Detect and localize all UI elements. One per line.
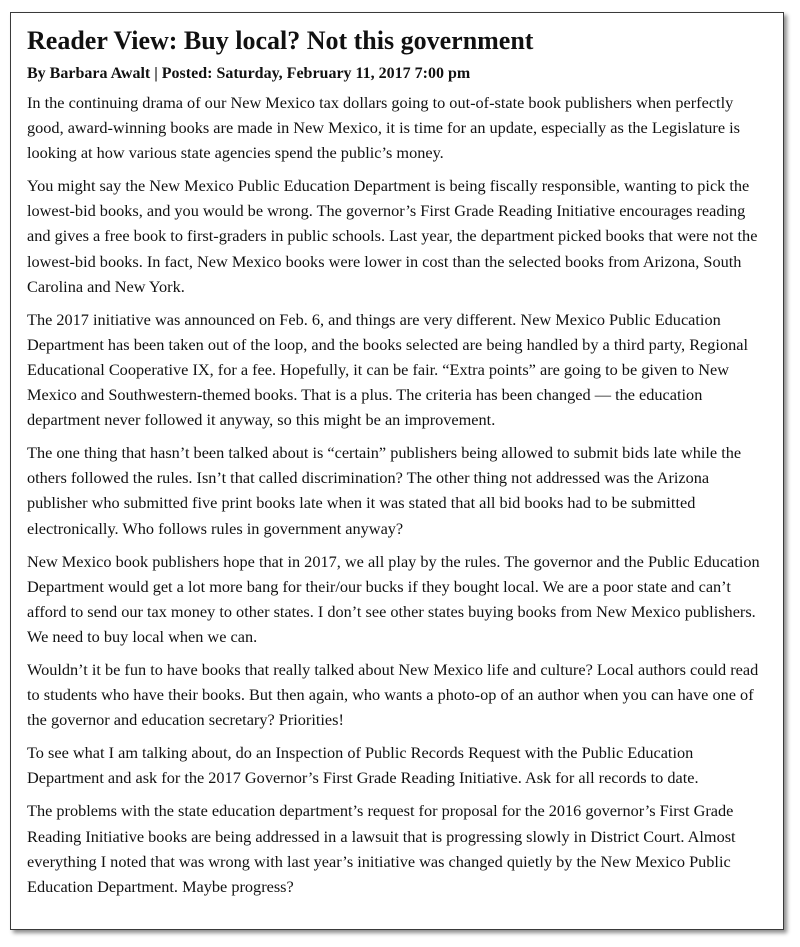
- article-paragraph: You might say the New Mexico Public Education Department is being fiscally responsible, wanting to pick the lowest-bid books, and you would be wrong. The governor’s First Grade Reading Initiative encourages reading and gives a free book to first-graders in public schools. Last year, the department picked books that were not the lowest-bid books. In fact, New Mexico books were lower in cost than the selected books from Arizona, South Carolina and New York.: [27, 176, 758, 296]
- article-paragraph: The one thing that hasn’t been talked about is “certain” publishers being allowed to submit bids late while the others followed the rules. Isn’t that called discrimination? The other thing not addressed was the Arizona publisher who submitted five print books late when it was stated that all bid books had to be submitted electronically. Who follows rules in government anyway?: [27, 443, 742, 538]
- article-title: Reader View: Buy local? Not this government: [27, 26, 534, 55]
- article-paragraph: The 2017 initiative was announced on Feb. 6, and things are very different. New Mexico Public Education Department has been taken out of the loop, and the books selected are being handled by a third party, Regional Educational Cooperative IX, for a fee. Hopefully, it can be fair. “Extra points” are going to be given to New Mexico and Southwestern-themed books. That is a plus. The criteria has been changed — the education department never followed it anyway, so this might be an improvement.: [27, 309, 748, 430]
- article-paragraph: In the continuing drama of our New Mexico tax dollars going to out-of-state book publishers when perfectly good, award-winning books are made in New Mexico, it is time for an update, especially as the Legislature is looking at how various state agencies spend the public’s money.: [27, 93, 741, 163]
- article-paragraph: New Mexico book publishers hope that in 2017, we all play by the rules. The governor and the Public Education Department would get a lot more bang for their/our bucks if they bought local. We are a poor state and can’t afford to send our tax money to other states. I don’t see other states buying books from New Mexico publishers. We need to buy local when we can.: [27, 551, 760, 646]
- article-paragraph: Wouldn’t it be fun to have books that really talked about New Mexico life and culture? Local authors could read to students who have their books. But then again, who wants a photo-op of an author when you can have one of the governor and education secretary? Priorities!: [27, 659, 759, 730]
- article-paragraph: The problems with the state education department’s request for proposal for the 2016 governor’s First Grade Reading Initiative books are being addressed in a lawsuit that is progressing slowly in District Court. Almost everything I noted that was wrong with last year’s initiative was changed quietly by the New Mexico Public Education Department. Maybe progress?: [27, 801, 736, 896]
- article-byline: By Barbara Awalt | Posted: Saturday, February 11, 2017 7:00 pm: [27, 65, 471, 82]
- article-paragraph: To see what I am talking about, do an Inspection of Public Records Request with the Public Education Department and ask for the 2017 Governor’s First Grade Reading Initiative. Ask for all records to date.: [27, 743, 699, 788]
- article-body: [27, 90, 767, 899]
- article-card: [10, 12, 784, 930]
